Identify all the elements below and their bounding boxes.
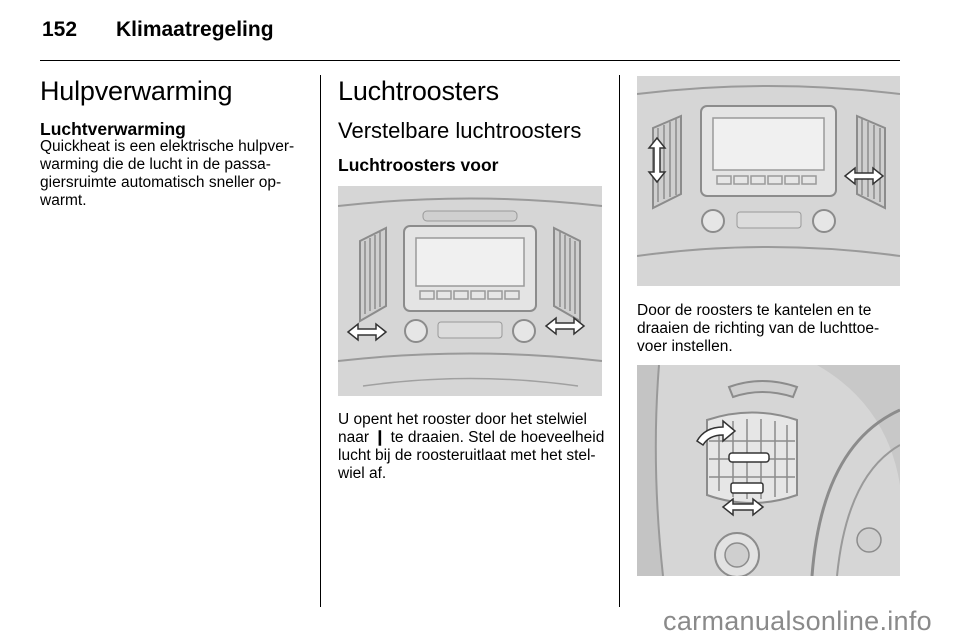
paragraph-line: voer instellen. bbox=[637, 338, 733, 355]
column-divider-right bbox=[619, 75, 620, 607]
subheading-luchtverwarming: Luchtverwarming bbox=[40, 119, 186, 139]
paragraph-line: Quickheat is een elektrische hulpver- bbox=[40, 138, 295, 155]
side-vent-illustration bbox=[637, 365, 900, 576]
subheading-verstelbare-luchtroosters: Verstelbare luchtroosters bbox=[338, 118, 582, 143]
paragraph-line: wiel af. bbox=[338, 465, 387, 482]
photo-vents-tilt bbox=[637, 76, 900, 286]
subheading-luchtroosters-voor: Luchtroosters voor bbox=[338, 155, 499, 175]
paragraph-line: warming die de lucht in de passa- bbox=[40, 156, 271, 173]
vents-tilt-illustration bbox=[637, 76, 900, 286]
paragraph-line: lucht bij de roosteruitlaat met het stel- bbox=[338, 447, 596, 464]
page-number: 152 bbox=[42, 18, 78, 41]
column-divider-left bbox=[320, 75, 321, 607]
header-rule bbox=[40, 60, 900, 61]
paragraph-line: Door de roosters te kantelen en te bbox=[637, 302, 872, 319]
running-title: Klimaatregeling bbox=[116, 18, 274, 41]
section-heading-hulpverwarming: Hulpverwarming bbox=[40, 76, 233, 106]
paragraph-rooster-openen bbox=[338, 411, 608, 483]
front-vents-illustration bbox=[338, 186, 602, 396]
paragraph-line: draaien de richting van de luchttoe- bbox=[637, 320, 880, 337]
watermark: carmanualsonline.info bbox=[663, 606, 932, 636]
photo-side-vent-steering-wheel bbox=[637, 365, 900, 576]
thumbwheel-icon bbox=[729, 453, 769, 462]
paragraph-roosters-kantelen bbox=[637, 302, 902, 356]
paragraph-line: naar ❙ te draaien. Stel de hoeveelheid bbox=[338, 429, 605, 446]
paragraph-line: U opent het rooster door het stelwiel bbox=[338, 411, 587, 428]
section-heading-luchtroosters: Luchtroosters bbox=[338, 76, 499, 106]
photo-front-vents bbox=[338, 186, 602, 396]
paragraph-line: warmt. bbox=[40, 192, 87, 209]
paragraph-line: giersruimte automatisch sneller op- bbox=[40, 174, 282, 191]
paragraph-quickheat bbox=[40, 138, 315, 210]
